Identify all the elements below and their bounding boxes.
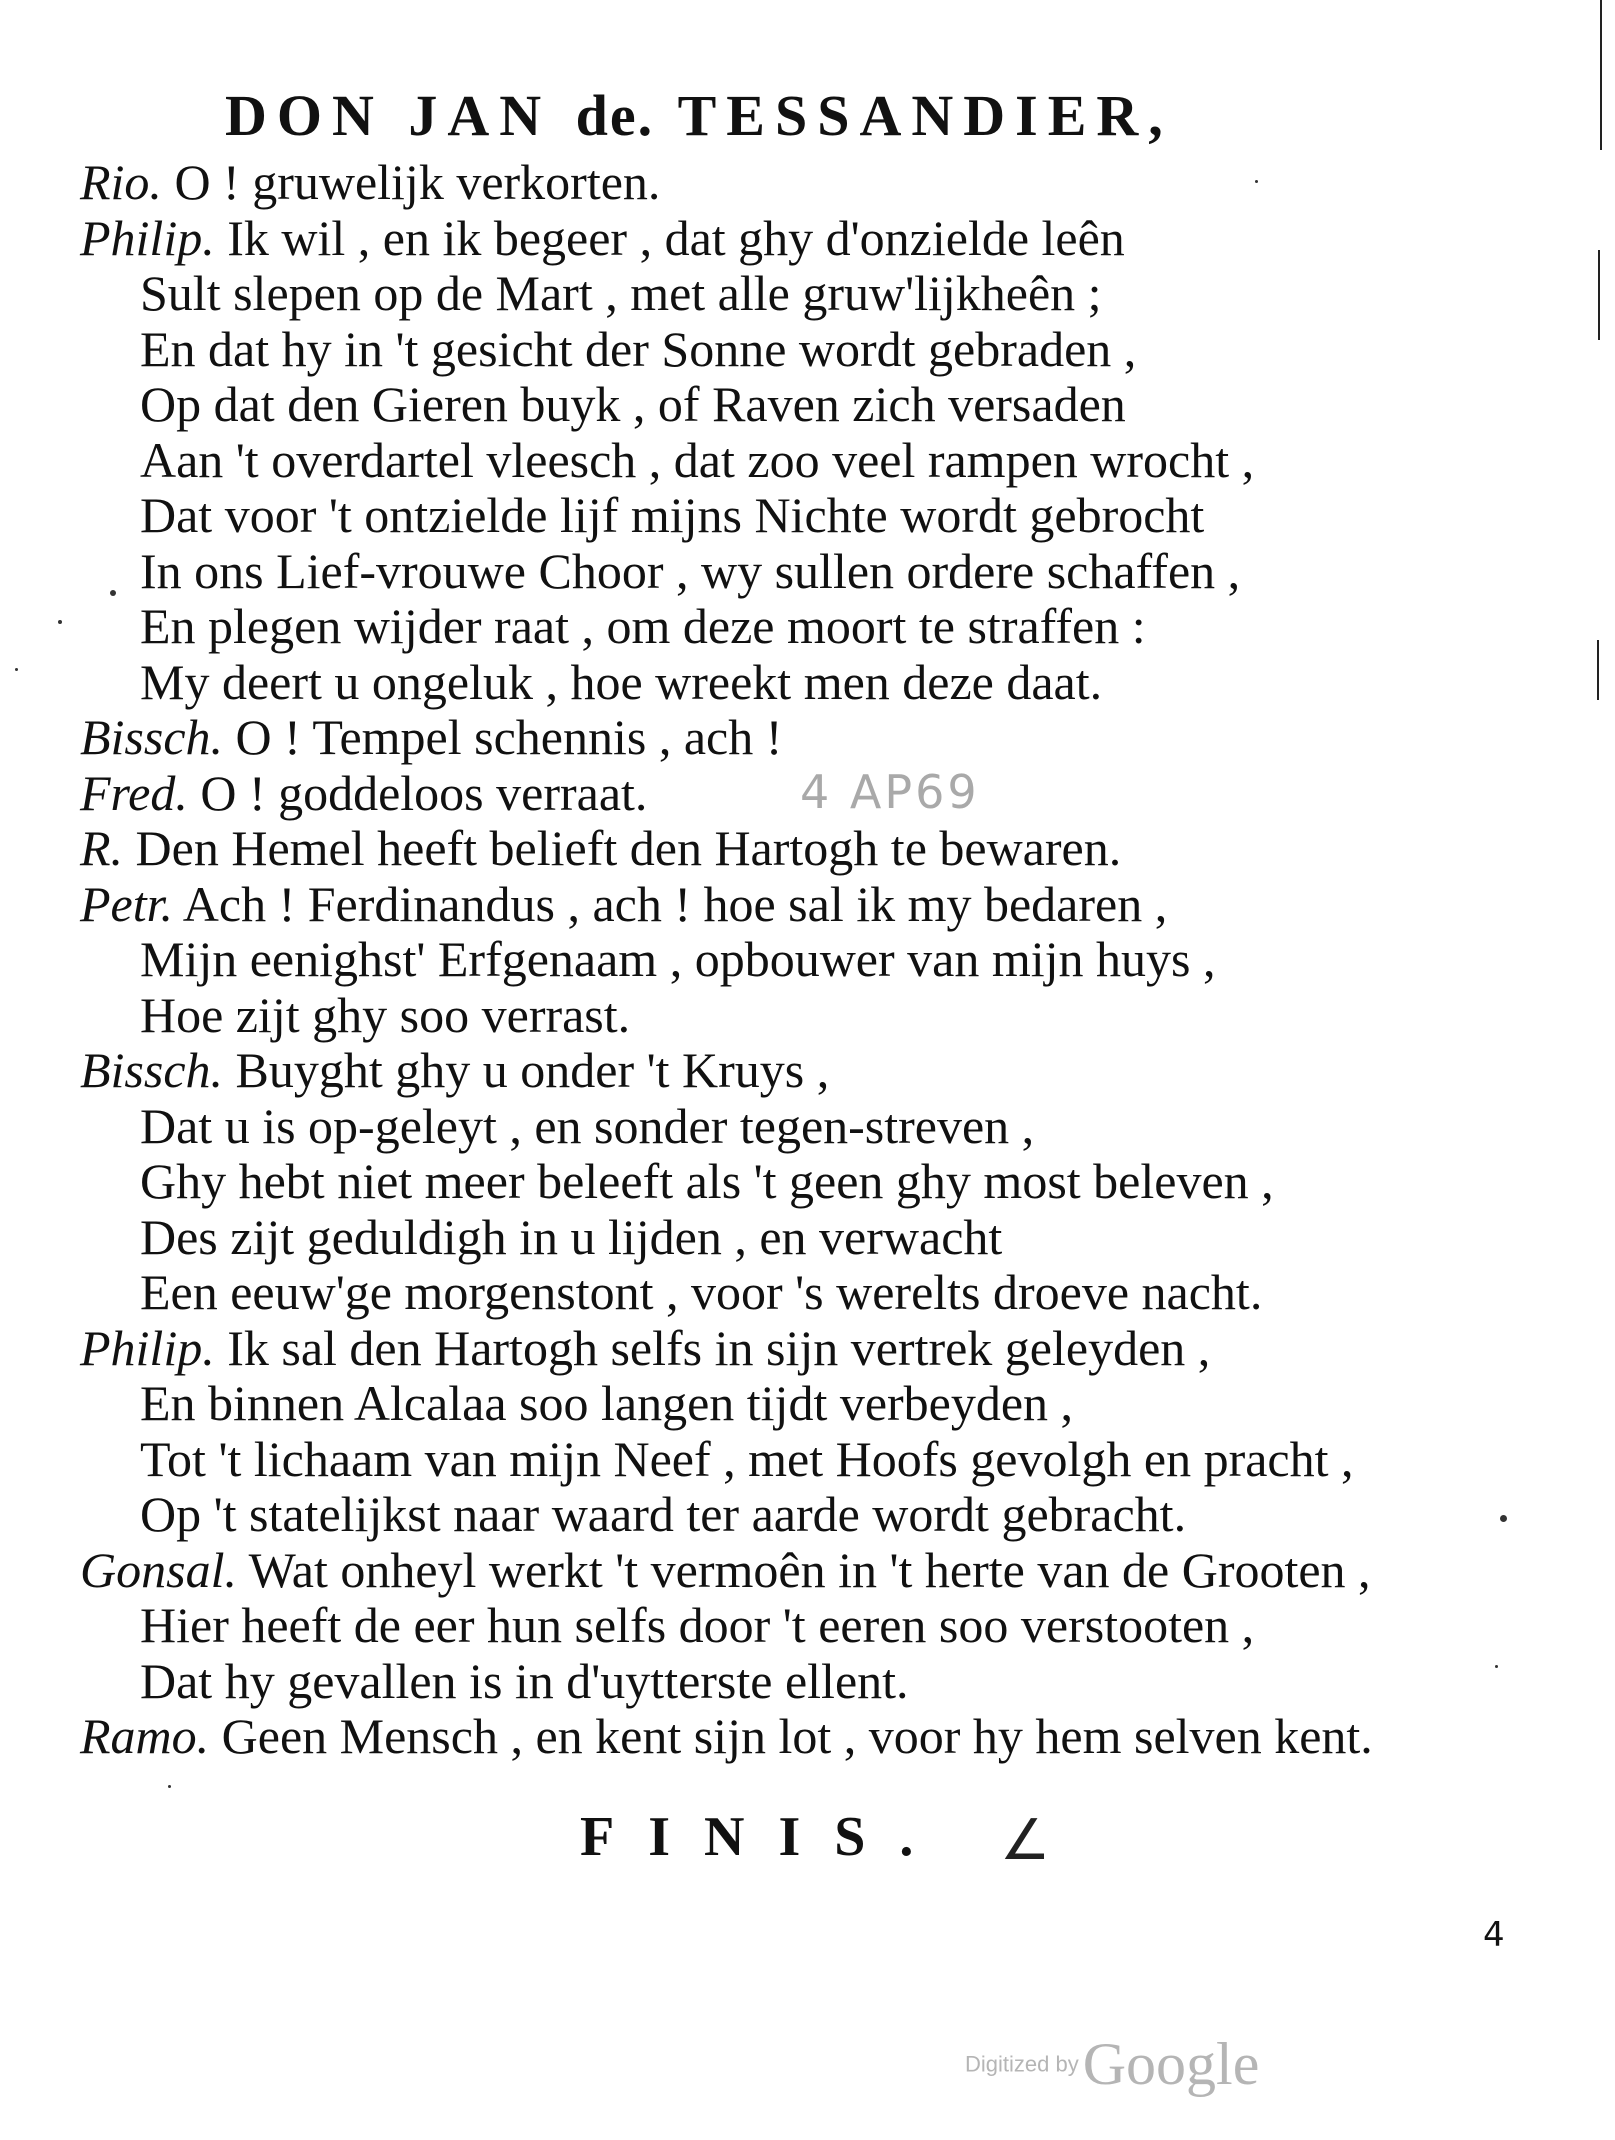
speaker-name: Ramo.	[80, 1708, 210, 1764]
verse-text: En plegen wijder raat , om deze moort te straffen :	[140, 598, 1146, 654]
verse-line	[80, 655, 1520, 711]
header-name: DON JAN	[225, 83, 576, 148]
verse-line	[80, 155, 1520, 211]
verse-text: O ! gruwelijk verkorten.	[174, 154, 661, 210]
verse-line	[80, 433, 1520, 489]
binding-edge	[1598, 250, 1600, 340]
header-particle: de.	[575, 83, 655, 148]
verse-text: Buyght ghy u onder 't Kruys ,	[235, 1042, 830, 1098]
speaker-name: Fred.	[80, 764, 188, 821]
verse-line	[80, 932, 1520, 988]
ink-speck	[1500, 1515, 1507, 1522]
binding-edge	[1600, 0, 1602, 150]
ink-speck	[168, 1785, 171, 1788]
verse-line	[80, 322, 1520, 378]
verse-line	[80, 488, 1520, 544]
verse-text: O ! Tempel schennis , ach !	[235, 709, 783, 765]
verse-text: Ik wil , en ik begeer , dat ghy d'onzielde leên	[227, 209, 1125, 266]
verse-text: Hier heeft de eer hun selfs door 't eeren soo verstooten ,	[140, 1597, 1255, 1653]
verse-text: In ons Lief-vrouwe Choor , wy sullen ordere schaffen ,	[140, 542, 1241, 599]
verse-block	[80, 155, 1520, 1765]
google-watermark	[965, 2030, 1259, 2099]
finis-heading: FINIS.	[580, 1806, 948, 1868]
watermark-prefix: Digitized by	[965, 2051, 1079, 2077]
google-logo: Google	[1082, 2031, 1260, 2097]
verse-text: Des zijt geduldigh in u lijden , en verwacht	[140, 1208, 1003, 1265]
verse-text: Ghy hebt niet meer beleeft als 't geen ghy most beleven ,	[140, 1153, 1274, 1209]
header-surname: TESSANDIER,	[654, 83, 1173, 148]
ink-speck	[1255, 180, 1258, 183]
verse-line	[80, 1210, 1520, 1266]
ink-speck	[15, 668, 18, 671]
verse-text: Ik sal den Hartogh selfs in sijn vertrek geleyden ,	[227, 1319, 1211, 1376]
speaker-name: Gonsal.	[80, 1541, 237, 1598]
verse-line	[80, 1154, 1520, 1210]
speaker-name: Rio.	[80, 154, 162, 210]
verse-text: My deert u ongeluk , hoe wreekt men deze daat.	[140, 653, 1103, 710]
verse-text: Dat hy gevallen is in d'uytterste ellent.	[140, 1652, 909, 1709]
speaker-name: Petr.	[80, 875, 174, 932]
speaker-name: Bissch.	[80, 1042, 224, 1098]
verse-line	[80, 1709, 1520, 1765]
verse-text: Hoe zijt ghy soo verrast.	[140, 986, 631, 1043]
ink-speck	[110, 590, 116, 596]
speaker-name: R.	[80, 820, 124, 876]
verse-text: En dat hy in 't gesicht der Sonne wordt gebraden ,	[140, 320, 1137, 377]
verse-line	[80, 1432, 1520, 1488]
signature-mark: 4	[1483, 1915, 1505, 1955]
verse-text: Aan 't overdartel vleesch , dat zoo veel rampen wrocht ,	[140, 431, 1255, 488]
verse-text: Wat onheyl werkt 't vermoên in 't herte van de Grooten ,	[248, 1541, 1371, 1598]
verse-line	[80, 710, 1520, 766]
verse-line	[80, 1099, 1520, 1155]
speaker-name: Bissch.	[80, 709, 224, 765]
library-stamp: 4 AP69	[800, 765, 980, 819]
verse-line	[80, 1376, 1520, 1432]
verse-line	[80, 1043, 1520, 1099]
verse-line	[80, 544, 1520, 600]
verse-line	[80, 377, 1520, 433]
verse-text: Tot 't lichaam van mijn Neef , met Hoofs gevolgh en pracht ,	[140, 1430, 1354, 1487]
verse-line	[80, 211, 1520, 267]
verse-text: Geen Mensch , en kent sijn lot , voor hy hem selven kent.	[221, 1708, 1373, 1764]
ink-speck	[1495, 1665, 1498, 1668]
verse-text: Op 't statelijkst naar waard ter aarde wordt gebracht.	[140, 1486, 1187, 1542]
speaker-name: Philip.	[80, 209, 215, 266]
verse-line	[80, 1321, 1520, 1377]
verse-text: Dat u is op-geleyt , en sonder tegen-streven ,	[140, 1097, 1035, 1154]
verse-text: Sult slepen op de Mart , met alle gruw'lijkheên ;	[140, 265, 1102, 321]
verse-text: Een eeuw'ge morgenstont , voor 's werelts droeve nacht.	[140, 1264, 1263, 1320]
verse-line	[80, 821, 1520, 877]
verse-line	[80, 1487, 1520, 1543]
verse-line	[80, 1265, 1520, 1321]
speaker-name: Philip.	[80, 1319, 215, 1376]
handwritten-mark: ∠	[1000, 1808, 1051, 1873]
verse-line	[80, 877, 1520, 933]
running-header	[225, 82, 1365, 149]
verse-text: O ! goddeloos verraat.	[200, 764, 648, 821]
verse-text: Den Hemel heeft belieft den Hartogh te bewaren.	[135, 820, 1122, 876]
verse-line	[80, 599, 1520, 655]
verse-line	[80, 266, 1520, 322]
binding-edge	[1597, 640, 1599, 700]
verse-text: Op dat den Gieren buyk , of Raven zich versaden	[140, 376, 1126, 432]
verse-text: En binnen Alcalaa soo langen tijdt verbeyden ,	[140, 1375, 1074, 1431]
verse-line	[80, 1543, 1520, 1599]
verse-text: Ach ! Ferdinandus , ach ! hoe sal ik my bedaren ,	[182, 875, 1168, 932]
verse-text: Mijn eenighst' Erfgenaam , opbouwer van mijn huys ,	[140, 931, 1216, 987]
verse-text: Dat voor 't ontzielde lijf mijns Nichte wordt gebrocht	[140, 487, 1205, 543]
verse-line	[80, 988, 1520, 1044]
verse-line	[80, 1654, 1520, 1710]
verse-line	[80, 1598, 1520, 1654]
ink-speck	[58, 620, 62, 624]
